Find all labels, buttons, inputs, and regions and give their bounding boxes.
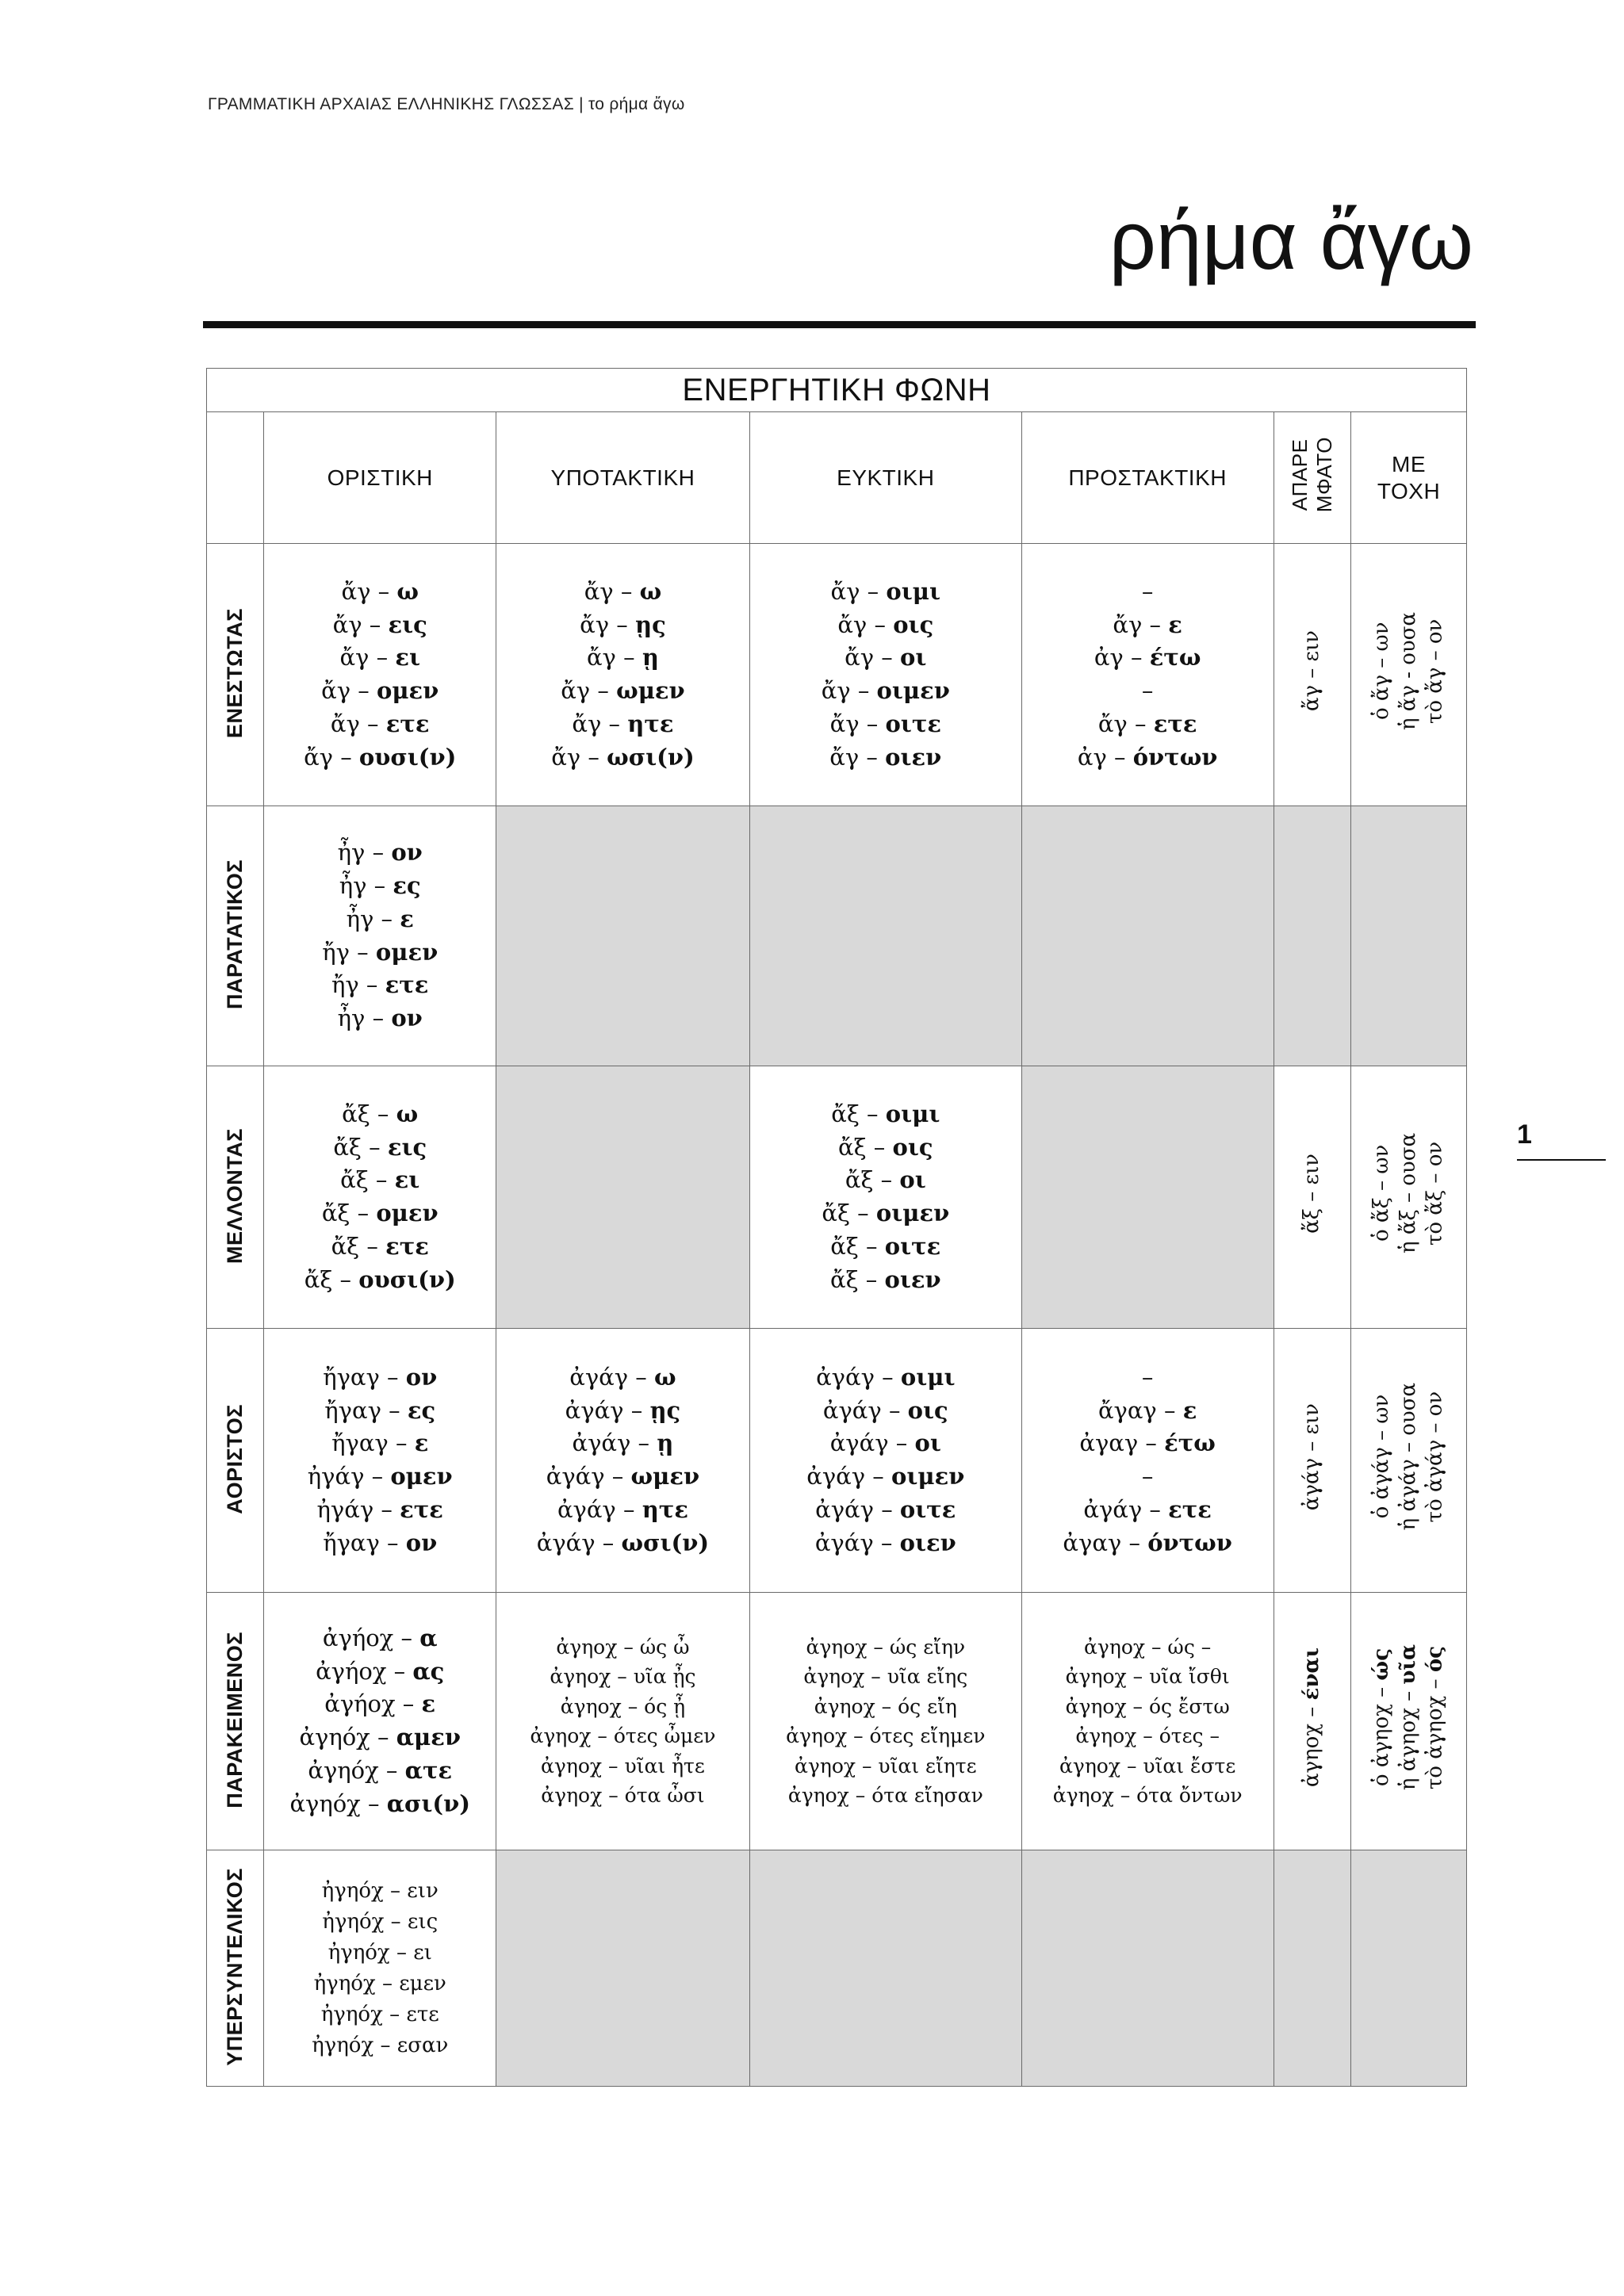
- form-line: ἄγ – οιμι: [830, 577, 941, 605]
- cell-infinitive: ἄξ – ειν: [1274, 1066, 1351, 1329]
- cell-empty: [1351, 806, 1467, 1066]
- tense-label: ΥΠΕΡΣΥΝΤΕΛΙΚΟΣ: [207, 1850, 264, 2087]
- form-line: ἀγάγ – ητε: [557, 1495, 688, 1523]
- cell-infinitive: ἀγηοχ – έναι: [1274, 1593, 1351, 1850]
- form-line: ἦγ – ον: [337, 839, 423, 867]
- participle-line: ὁ ἀγηοχ – ώς: [1369, 1648, 1393, 1787]
- conjugation-table: [206, 368, 1467, 2087]
- form-line: ἀγηοχ – υῖα ᾖς: [550, 1665, 696, 1688]
- form-line: ἀγάγ – ω: [569, 1363, 676, 1391]
- mood-participle: ΜΕ ΤΟΧΗ: [1351, 412, 1467, 544]
- form-line: ἀγάγ – ωσι(ν): [536, 1529, 710, 1556]
- form-line: ἄξ – οιτε: [830, 1232, 941, 1260]
- form-line: –: [1141, 577, 1154, 605]
- form-line: ἀγαγ – όντων: [1063, 1529, 1232, 1556]
- form-line: ἀγηοχ – ότα ὄντων: [1052, 1784, 1243, 1807]
- form-line: ἀγ – έτω: [1094, 644, 1201, 672]
- cell-empty: [496, 1066, 750, 1329]
- form-line: ἤγ – ομεν: [322, 938, 439, 966]
- cell-empty: [1274, 1850, 1351, 2087]
- cell-imperative: [1021, 1593, 1274, 1850]
- form-line: ἠγηόχ – ειν: [321, 1878, 439, 1903]
- tense-row-pluperfect: [207, 1850, 1467, 2087]
- tense-row-aorist: [207, 1329, 1467, 1593]
- cell-indicative: [264, 806, 496, 1066]
- form-line: ἄγ – οις: [837, 610, 934, 638]
- cell-participle: [1351, 1593, 1467, 1850]
- form-line: ἀγάγ – οιεν: [814, 1529, 956, 1556]
- tense-label: ΑΟΡΙΣΤΟΣ: [207, 1329, 264, 1593]
- form-line: ἀγηόχ – ατε: [308, 1756, 453, 1784]
- form-line: ἦγ – ον: [337, 1004, 423, 1031]
- form-line: ἄγ – ετε: [330, 710, 430, 737]
- form-line: ἀγάγ – οιτε: [815, 1495, 956, 1523]
- cell-indicative: [264, 1593, 496, 1850]
- tense-label: ΠΑΡΑΚΕΙΜΕΝΟΣ: [207, 1593, 264, 1850]
- form-line: ἀγηοχ – ός ᾖ: [560, 1694, 686, 1718]
- form-line: ἄξ – οιεν: [829, 1265, 941, 1293]
- form-line: ἤγαγ – ον: [323, 1363, 438, 1391]
- participle-line: ἡ ἄγ - ουσα: [1396, 611, 1420, 730]
- tense-label: ΜΕΛΛΟΝΤΑΣ: [207, 1066, 264, 1329]
- form-line: ἤγαγ – ον: [323, 1529, 438, 1556]
- form-line: ἄξ – εις: [333, 1133, 427, 1161]
- form-line: ἄγ – ω: [341, 577, 419, 605]
- form-line: ἤγαγ – ες: [324, 1396, 436, 1424]
- form-line: ἄγ – οιτε: [829, 710, 941, 737]
- cell-subjunctive: [496, 544, 750, 806]
- form-line: ἄγ – ῃ: [586, 644, 659, 672]
- page-number-rule: [1517, 1159, 1606, 1161]
- form-line: ἦγ – ες: [339, 872, 421, 899]
- form-line: ἤγαγ – ε: [331, 1429, 429, 1457]
- form-line: ἀγηοχ – ώς εἴην: [806, 1635, 966, 1659]
- form-line: ἀγηοχ – ός ἔστω: [1065, 1694, 1230, 1718]
- participle-line: ἡ ἀγηοχ – υῖα: [1396, 1644, 1420, 1791]
- form-line: ἀγαγ – έτω: [1079, 1429, 1216, 1457]
- form-line: ἄξ – ω: [342, 1100, 419, 1127]
- tense-label: ΠΑΡΑΤΑΤΙΚΟΣ: [207, 806, 264, 1066]
- form-line: ἀγηοχ – ότες εἴημεν: [786, 1724, 986, 1747]
- mood-infinitive: ΑΠΑΡΕ ΜΦΑΤΟ: [1274, 412, 1351, 544]
- cell-indicative: [264, 544, 496, 806]
- cell-empty: [1021, 1066, 1274, 1329]
- tense-label: ΕΝΕΣΤΩΤΑΣ: [207, 544, 264, 806]
- tense-row-perfect: [207, 1593, 1467, 1850]
- form-line: ἄγ – ει: [339, 644, 420, 672]
- form-line: ἄξ – οι: [845, 1166, 926, 1194]
- form-line: ἄξ – οις: [838, 1133, 933, 1161]
- form-line: ἠγηόχ – εις: [322, 1909, 439, 1934]
- cell-participle: [1351, 1066, 1467, 1329]
- cell-optative: [749, 1066, 1021, 1329]
- form-line: ἄξ – ομεν: [321, 1200, 439, 1226]
- form-line: ἠγηόχ – ει: [327, 1940, 432, 1965]
- cell-optative: [749, 1593, 1021, 1850]
- form-line: ἤγ – ετε: [331, 971, 429, 999]
- cell-infinitive: ἄγ – ειν: [1274, 544, 1351, 806]
- form-line: ἄγ – ετε: [1097, 710, 1197, 737]
- title-rule: [203, 321, 1476, 328]
- form-line: ἠγάγ – ετε: [316, 1495, 443, 1523]
- form-line: ἄξ – οιμεν: [822, 1200, 950, 1226]
- form-line: ἀγάγ – οιμι: [816, 1363, 956, 1391]
- form-line: ἄγ – ωσι(ν): [551, 743, 695, 771]
- form-line: ἀγήοχ – ε: [324, 1690, 436, 1718]
- cell-subjunctive: [496, 1593, 750, 1850]
- form-line: ἠγηόχ – εσαν: [312, 2033, 449, 2057]
- form-line: ἀγάγ – ωμεν: [546, 1463, 700, 1490]
- running-header: ΓΡΑΜΜΑΤΙΚΗ ΑΡΧΑΙΑΣ ΕΛΛΗΝΙΚΗΣ ΓΛΩΣΣΑΣ | το ρήμα ἄγω: [208, 95, 685, 113]
- page-title: ρήμα ἄγω: [1109, 195, 1473, 287]
- form-line: ἀγήοχ – α: [322, 1624, 438, 1651]
- form-line: ἀγηοχ – ότα ὦσι: [541, 1784, 705, 1807]
- form-line: ἄγ – οι: [845, 644, 927, 672]
- participle-line: ἡ ἀγάγ – ουσα: [1396, 1382, 1420, 1531]
- cell-participle: [1351, 1329, 1467, 1593]
- cell-optative: [749, 544, 1021, 806]
- form-line: ἠγηόχ – ετε: [320, 2002, 439, 2026]
- cell-imperative: [1021, 544, 1274, 806]
- form-line: –: [1141, 1363, 1154, 1391]
- form-line: ἀγάγ – οις: [822, 1396, 948, 1424]
- tense-row-present: [207, 544, 1467, 806]
- form-line: ἄγαγ – ε: [1097, 1396, 1197, 1424]
- form-line: ἠγάγ – ομεν: [307, 1463, 453, 1490]
- cell-optative: [749, 1329, 1021, 1593]
- cell-subjunctive: [496, 1329, 750, 1593]
- form-line: ἀγάγ – οι: [829, 1429, 941, 1457]
- participle-line: ὁ ἀγάγ – ων: [1369, 1394, 1393, 1519]
- page-number: 1: [1517, 1119, 1532, 1150]
- form-line: ἄγ – ε: [1113, 610, 1182, 638]
- form-line: ἀγηόχ – ασι(ν): [289, 1789, 470, 1817]
- form-line: ἀγηοχ – ός εἴη: [814, 1694, 957, 1718]
- form-line: ἀγηόχ – αμεν: [299, 1724, 461, 1751]
- cell-empty: [1351, 1850, 1467, 2087]
- form-line: ἀγηοχ – ώς ὦ: [556, 1635, 690, 1659]
- form-line: ἄγ – εις: [332, 610, 427, 638]
- form-line: ἄξ – ετε: [331, 1232, 429, 1260]
- form-line: ἀγάγ – ῃ: [572, 1429, 674, 1457]
- form-line: ἀγήοχ – ας: [316, 1657, 445, 1685]
- form-line: ἀγηοχ – υῖαι εἴητε: [795, 1754, 977, 1777]
- form-line: ἠγηόχ – εμεν: [313, 1971, 446, 1996]
- participle-line: τὸ ἄγ – ον: [1423, 618, 1447, 724]
- form-line: ἄξ – ουσι(ν): [304, 1265, 456, 1293]
- form-line: ἀγηοχ – ότες –: [1075, 1724, 1220, 1747]
- cell-empty: [1021, 1850, 1274, 2087]
- form-line: ἀγηοχ – ότες ὦμεν: [530, 1724, 716, 1747]
- form-line: ἀγηοχ – υῖα ἴσθι: [1065, 1665, 1230, 1688]
- mood-subjunctive: ΥΠΟΤΑΚΤΙΚΗ: [496, 412, 750, 544]
- form-line: ἦγ – ε: [346, 905, 414, 932]
- participle-line: τὸ ἀγάγ – ον: [1423, 1391, 1447, 1522]
- mood-indicative: ΟΡΙΣΤΙΚΗ: [264, 412, 496, 544]
- participle-line: ὁ ἄξ – ων: [1369, 1144, 1393, 1242]
- form-line: ἀγηοχ – ώς –: [1084, 1635, 1212, 1659]
- cell-indicative: [264, 1066, 496, 1329]
- form-line: ἄγ – οιμεν: [821, 677, 950, 704]
- form-line: ἀγάγ – οιμεν: [806, 1463, 965, 1490]
- form-line: ἄγ – ητε: [572, 710, 674, 737]
- form-line: ἄγ – ουσι(ν): [304, 743, 457, 771]
- participle-line: τὸ ἄξ – ον: [1423, 1141, 1447, 1246]
- cell-empty: [1021, 806, 1274, 1066]
- form-line: ἄξ – οιμι: [831, 1100, 940, 1127]
- form-line: ἄγ – ω: [584, 577, 662, 605]
- form-line: ἀγηοχ – υῖαι ἔστε: [1059, 1754, 1236, 1777]
- cell-empty: [749, 1850, 1021, 2087]
- form-line: ἄγ – ωμεν: [561, 677, 685, 704]
- form-line: ἄγ – οιεν: [829, 743, 942, 771]
- mood-optative: ΕΥΚΤΙΚΗ: [749, 412, 1021, 544]
- cell-empty: [1274, 806, 1351, 1066]
- participle-line: ἡ ἄξ – ουσα: [1396, 1133, 1420, 1254]
- cell-empty: [749, 806, 1021, 1066]
- cell-imperative: [1021, 1329, 1274, 1593]
- form-line: ἀγ – όντων: [1077, 743, 1218, 771]
- participle-line: τὸ ἀγηοχ – ός: [1423, 1645, 1447, 1789]
- participle-line: ὁ ἄγ – ων: [1369, 622, 1393, 720]
- form-line: ἄγ – ομεν: [321, 677, 439, 704]
- form-line: ἀγάγ – ῃς: [565, 1396, 681, 1424]
- cell-indicative: [264, 1329, 496, 1593]
- cell-indicative: [264, 1850, 496, 2087]
- tense-row-imperfect: [207, 806, 1467, 1066]
- form-line: –: [1141, 1463, 1154, 1490]
- form-line: ἀγηοχ – υῖα εἴης: [803, 1665, 968, 1688]
- cell-empty: [496, 1850, 750, 2087]
- corner-cell: [207, 412, 264, 544]
- form-line: ἀγάγ – ετε: [1083, 1495, 1212, 1523]
- cell-participle: [1351, 544, 1467, 806]
- form-line: ἀγηοχ – υῖαι ἦτε: [541, 1754, 705, 1777]
- form-line: –: [1141, 677, 1154, 704]
- form-line: ἄξ – ει: [340, 1166, 420, 1194]
- form-line: ἄγ – ῃς: [580, 610, 666, 638]
- cell-empty: [496, 806, 750, 1066]
- mood-imperative: ΠΡΟΣΤΑΚΤΙΚΗ: [1021, 412, 1274, 544]
- form-line: ἀγηοχ – ότα εἴησαν: [787, 1784, 983, 1807]
- tense-row-future: [207, 1066, 1467, 1329]
- cell-infinitive: ἀγάγ – ειν: [1274, 1329, 1351, 1593]
- voice-heading: ΕΝΕΡΓΗΤΙΚΗ ΦΩΝΗ: [207, 369, 1467, 412]
